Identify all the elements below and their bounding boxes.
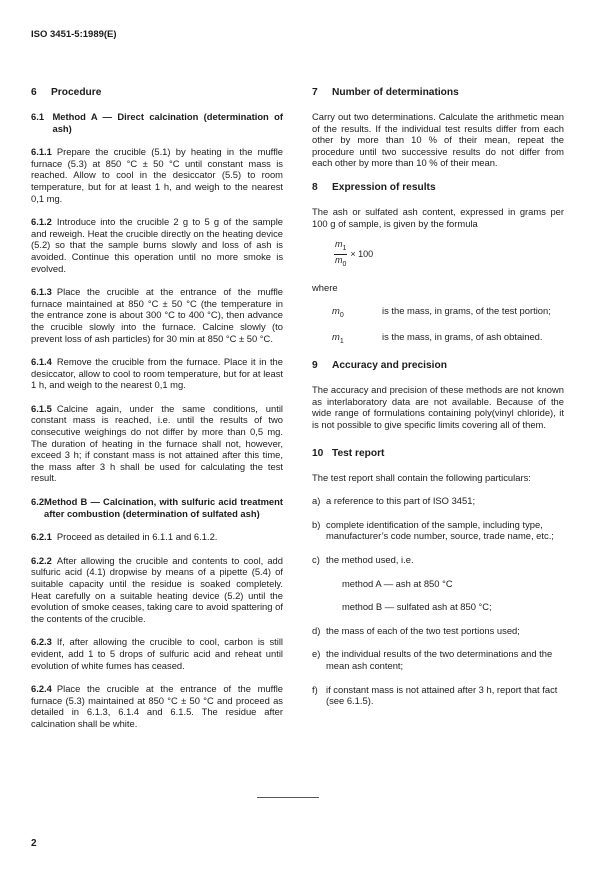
subsection-6-2-heading: 6.2 Method B — Calcination, with sulfuric acid treatment after combustion (determination of sulfated ash) — [31, 496, 283, 519]
end-rule — [257, 797, 319, 798]
section-7-heading: 7 Number of determinations — [312, 87, 459, 98]
running-header: ISO 3451-5:1989(E) — [31, 29, 117, 40]
clause-6-2-4: 6.2.4 Place the crucible at the entrance of the muffle furnace (5.3) maintained at 850 °C ± 50 °C and proceed as detailed in 6.1.3, 6.1.4 and 6.1.5. The residue after calcination shall be white. — [31, 683, 283, 729]
clause-6-1-3: 6.1.3 Place the crucible at the entrance of the muffle furnace maintained at 850 °C ± 50 °C (the temperature in the entrance zone is about 300 °C to 400 °C), then advance the crucible slowly into the furnace. Calcine slowly (to prevent loss of ash particles) for 30 min at 850 °C ± 50 °C. — [31, 286, 283, 344]
method-b-line: method B — sulfated ash at 850 °C; — [342, 601, 492, 613]
list-item: a) a reference to this part of ISO 3451; — [312, 495, 476, 507]
clause-6-1-2: 6.1.2 Introduce into the crucible 2 g to 5 g of the sample and reweigh. Heat the crucible directly on the heating device (5.2) so that the sample burns slowly and loss of ash is avoided. Continue this operation until no more smoke is evolved. — [31, 216, 283, 274]
ash-content-formula — [334, 239, 564, 270]
list-item: c) the method used, i.e. — [312, 554, 414, 566]
method-a-line: method A — ash at 850 °C — [342, 577, 453, 589]
formula-multiplier: × 100 — [350, 248, 374, 259]
subsection-6-1-heading: 6.1 Method A — Direct calcination (determination of ash) — [31, 111, 283, 134]
section-8-heading: 8 Expression of results — [312, 181, 436, 193]
clause-6-1-5: 6.1.5 Calcine again, under the same conditions, until constant mass is reached, i.e. until the results of two consecutive weighings do not differ by more than 0,5 mg. The duration of heating in the furnace shall not, however, exceed 3 h; if constant mass is not attained after this time, the mass after 3 h shall be used for calculating the test result. — [31, 402, 283, 484]
left-column — [31, 86, 283, 742]
formula-fraction: $\frac{m_1}{m_0}$ — [335, 239, 347, 268]
where-label: where — [312, 281, 338, 293]
section-7-text: Carry out two determinations. Calculate the arithmetic mean of the results. If the individual test results differ from each other by more than 10 % of their mean, repeat the procedure until two successive results do not differ from each other by more than 10 % of their mean. — [312, 111, 564, 169]
list-item: e) the individual results of the two determinations and the mean ash content; — [312, 648, 553, 671]
section-9-text: The accuracy and precision of these methods are not known as interlaboratory data are not available. Because of the wide range of formulations containing poly(vinyl chloride), it is not possible to give specific limits covering all of them. — [312, 384, 564, 431]
section-9-heading: 9 Accuracy and precision — [312, 360, 447, 372]
variable-m1: $m_1$ is the mass, in grams, of ash obtained. — [332, 330, 543, 345]
variable-definitions — [312, 305, 564, 347]
clause-6-1-4: 6.1.4 Remove the crucible from the furnace. Place it in the desiccator, allow to cool to room temperature, but for at least 1 h, and weigh to the nearest 0,1 mg. — [31, 356, 283, 391]
list-item: f) if constant mass is not attained after 3 h, report that fact (see 6.1.5). — [312, 683, 558, 707]
section-8-text: The ash or sulfated ash content, expressed in grams per 100 g of sample, is given by the formula — [312, 205, 564, 229]
variable-m0: $m_0$ is the mass, in grams, of the test portion; — [332, 305, 551, 320]
report-items-list — [312, 495, 564, 707]
section-10-text: The test report shall contain the following particulars: — [312, 471, 531, 483]
section-10-heading: 10 Test report — [312, 447, 385, 459]
clause-6-1-1: 6.1.1 Prepare the crucible (5.1) by heating in the muffle furnace (5.3) at 850 °C ± 50 °C until constant mass is reached. Allow to cool in the desiccator (5.5) to room temperature, but for at least 1 h, and weigh to the nearest 0,1 mg. — [31, 146, 283, 204]
section-6-heading: 6 Procedure — [31, 87, 102, 98]
clause-6-2-2: 6.2.2 After allowing the crucible and contents to cool, add sulfuric acid (4.1) dropwise by means of a pipette (5.4) of suitable capacity until the residue is soaked completely. Heat carefully on a suitable heating device (5.2) until the evolution of smoke ceases, taking care to avoid spattering of the contents of the crucible. — [31, 554, 283, 624]
clause-6-2-3: 6.2.3 If, after allowing the crucible to cool, carbon is still evident, add 1 to 5 drops of sulfuric acid and reheat until evolution of white fumes has ceased. — [31, 636, 283, 671]
page-number: 2 — [31, 838, 37, 849]
list-item: b) complete identification of the sample, including type, manufacturer’s code number, source, trade name, etc.; — [312, 518, 554, 542]
clause-6-2-1: 6.2.1 Proceed as detailed in 6.1.1 and 6.1.2. — [31, 531, 218, 543]
right-column — [312, 86, 564, 719]
list-item: d) the mass of each of the two test portions used; — [312, 624, 520, 636]
